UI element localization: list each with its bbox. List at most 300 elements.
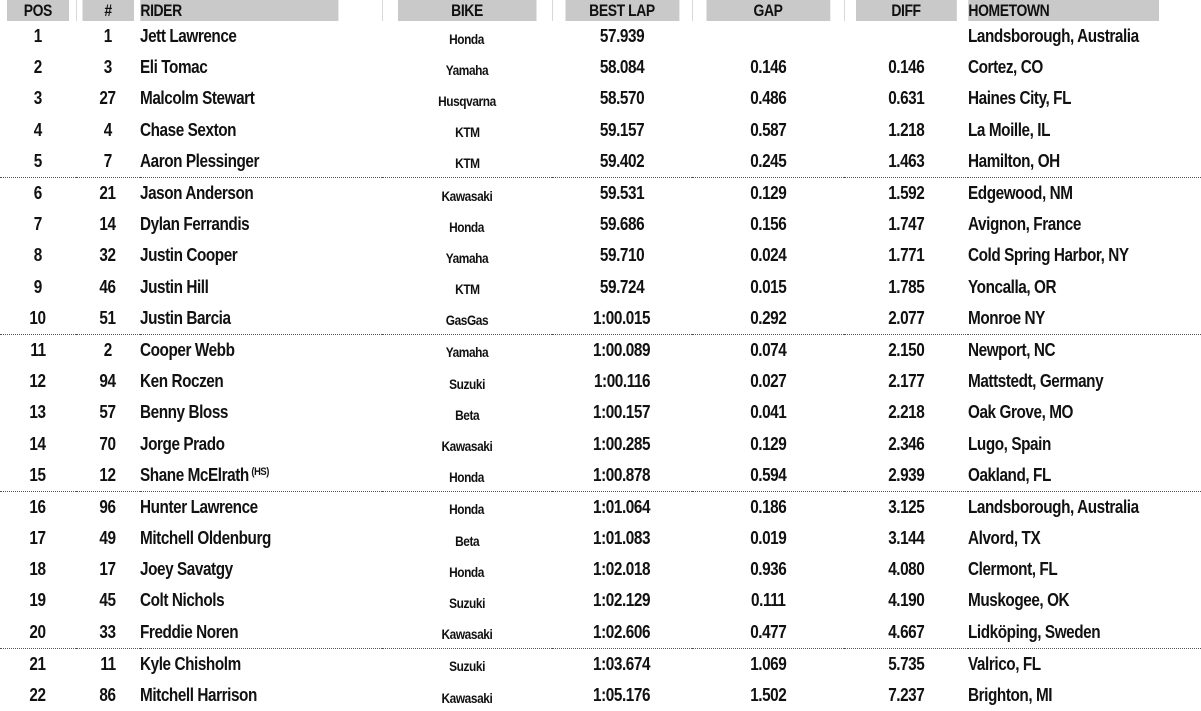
bike-number-cell-text: 17 [99, 559, 117, 580]
diff-cell [844, 680, 968, 711]
hometown-cell [968, 585, 1201, 616]
diff-cell-text: 2.939 [887, 464, 925, 485]
bike-number-cell-text: 45 [99, 590, 117, 611]
rider-name-cell-text: Chase Sexton [140, 119, 237, 140]
diff-cell [844, 491, 968, 523]
best-lap-cell-text: 1:00.878 [593, 464, 651, 485]
hometown-cell-text: Lidköping, Sweden [968, 621, 1101, 642]
gap-cell-text: 0.587 [749, 119, 787, 140]
table-row [0, 523, 1201, 554]
position-cell-text: 14 [29, 433, 47, 454]
table-row [0, 460, 1201, 492]
hometown-cell-text: Monroe NY [968, 307, 1045, 328]
best-lap-cell [552, 491, 692, 523]
hometown-cell [968, 303, 1201, 335]
hometown-cell-text: Yoncalla, OR [968, 276, 1057, 297]
bike-brand-cell-text: Beta [454, 532, 480, 549]
diff-cell-text: 2.346 [887, 433, 925, 454]
diff-cell [844, 554, 968, 585]
position-cell [0, 585, 76, 616]
hometown-cell-text: Lugo, Spain [968, 433, 1051, 454]
bike-brand-cell-text: GasGas [445, 312, 489, 329]
header-gap: GAP [706, 0, 831, 21]
position-cell [0, 146, 76, 178]
rider-name-cell [140, 177, 382, 209]
bike-brand-cell [382, 648, 552, 680]
bike-number-cell [76, 303, 140, 335]
position-cell [0, 491, 76, 523]
bike-number-cell-text: 49 [99, 528, 117, 549]
hometown-cell-text: Cortez, CO [968, 57, 1043, 78]
table-row [0, 428, 1201, 459]
hometown-cell [968, 52, 1201, 83]
bike-brand-cell [382, 21, 552, 52]
hometown-cell-text: Brighton, MI [968, 685, 1053, 706]
bike-number-cell [76, 460, 140, 492]
position-cell-text: 2 [33, 57, 43, 78]
gap-cell [692, 428, 844, 459]
bike-brand-cell [382, 585, 552, 616]
best-lap-cell [552, 52, 692, 83]
bike-brand-cell-text: Yamaha [445, 344, 489, 361]
hometown-cell [968, 240, 1201, 271]
gap-cell-text: 0.111 [750, 590, 786, 611]
rider-name-cell-text: Aaron Plessinger [140, 150, 260, 171]
rider-name-cell [140, 397, 382, 428]
best-lap-cell [552, 240, 692, 271]
position-cell [0, 460, 76, 492]
diff-cell-text: 4.190 [887, 590, 925, 611]
rider-name-cell [140, 491, 382, 523]
best-lap-cell-text: 1:00.089 [593, 339, 651, 360]
bike-brand-cell-text: Honda [449, 563, 485, 580]
gap-cell-text: 0.594 [749, 464, 787, 485]
bike-brand-cell [382, 460, 552, 492]
diff-cell [844, 21, 968, 52]
diff-cell-text: 3.144 [887, 528, 925, 549]
rider-name-cell [140, 209, 382, 240]
hometown-cell [968, 366, 1201, 397]
best-lap-cell [552, 680, 692, 711]
diff-cell-text: 2.177 [887, 371, 925, 392]
bike-brand-cell [382, 523, 552, 554]
best-lap-cell-text: 1:00.015 [593, 307, 651, 328]
rider-name-cell [140, 648, 382, 680]
bike-number-cell [76, 146, 140, 178]
best-lap-cell [552, 272, 692, 303]
header-best-lap: BEST LAP [565, 0, 680, 21]
best-lap-cell [552, 366, 692, 397]
bike-brand-cell [382, 303, 552, 335]
table-row [0, 146, 1201, 178]
bike-brand-cell [382, 209, 552, 240]
position-cell-text: 21 [29, 653, 47, 674]
rider-name-cell [140, 21, 382, 52]
hometown-cell [968, 177, 1201, 209]
bike-number-cell [76, 428, 140, 459]
gap-cell-text: 0.027 [749, 371, 787, 392]
diff-cell [844, 397, 968, 428]
diff-cell [844, 240, 968, 271]
gap-cell [692, 680, 844, 711]
table-row [0, 240, 1201, 271]
rider-name-cell [140, 115, 382, 146]
best-lap-cell [552, 523, 692, 554]
position-cell-text: 11 [30, 339, 46, 360]
bike-brand-cell-text: Suzuki [449, 658, 485, 675]
bike-number-cell [76, 491, 140, 523]
bike-number-cell [76, 617, 140, 649]
bike-brand-cell-text: Honda [449, 469, 485, 486]
bike-number-cell [76, 680, 140, 711]
diff-cell-text: 1.785 [887, 276, 925, 297]
position-cell-text: 6 [33, 183, 43, 204]
table-row [0, 554, 1201, 585]
header-rider: RIDER [140, 0, 338, 21]
position-cell [0, 648, 76, 680]
table-row [0, 52, 1201, 83]
bike-brand-cell [382, 397, 552, 428]
best-lap-cell-text: 59.531 [599, 183, 645, 204]
bike-number-cell [76, 115, 140, 146]
gap-cell [692, 177, 844, 209]
hometown-cell-text: Cold Spring Harbor, NY [968, 245, 1129, 266]
rider-name-cell-text: Freddie Noren [140, 621, 239, 642]
position-cell-text: 13 [29, 402, 47, 423]
best-lap-cell [552, 648, 692, 680]
bike-number-cell-text: 27 [99, 88, 117, 109]
bike-number-cell [76, 240, 140, 271]
rider-name-cell-text: Cooper Webb [140, 339, 235, 360]
gap-cell [692, 397, 844, 428]
gap-cell [692, 523, 844, 554]
position-cell-text: 8 [33, 245, 43, 266]
gap-cell [692, 554, 844, 585]
diff-cell [844, 272, 968, 303]
bike-number-cell-text: 11 [100, 653, 116, 674]
table-row [0, 115, 1201, 146]
best-lap-cell-text: 59.686 [599, 214, 645, 235]
diff-cell [844, 177, 968, 209]
diff-cell-text: 1.747 [887, 214, 925, 235]
gap-cell [692, 209, 844, 240]
table-row [0, 491, 1201, 523]
hometown-cell-text: Clermont, FL [968, 559, 1058, 580]
bike-brand-cell [382, 272, 552, 303]
diff-cell [844, 648, 968, 680]
gap-cell [692, 303, 844, 335]
gap-cell-text: 0.019 [749, 528, 787, 549]
diff-cell-text: 7.237 [887, 685, 925, 706]
gap-cell-text: 0.129 [749, 183, 787, 204]
position-cell [0, 523, 76, 554]
gap-cell-text: 0.186 [749, 496, 787, 517]
gap-cell [692, 460, 844, 492]
rider-name-cell-text: Hunter Lawrence [140, 496, 258, 517]
hometown-cell [968, 83, 1201, 114]
position-cell-text: 7 [33, 214, 43, 235]
position-cell [0, 680, 76, 711]
gap-cell [692, 272, 844, 303]
gap-cell [692, 648, 844, 680]
bike-number-cell-text: 57 [99, 402, 117, 423]
rider-name-cell-text: Eli Tomac [140, 57, 208, 78]
position-cell-text: 19 [29, 590, 47, 611]
gap-cell [692, 366, 844, 397]
hometown-cell-text: Haines City, FL [968, 88, 1072, 109]
bike-number-cell [76, 52, 140, 83]
rider-name-cell [140, 680, 382, 711]
best-lap-cell-text: 1:00.285 [593, 433, 651, 454]
diff-cell-text: 2.077 [887, 307, 925, 328]
position-cell [0, 240, 76, 271]
bike-number-cell-text: 70 [99, 433, 117, 454]
best-lap-cell [552, 303, 692, 335]
header-bike: BIKE [397, 0, 536, 21]
hometown-cell [968, 491, 1201, 523]
diff-cell [844, 303, 968, 335]
hometown-cell [968, 554, 1201, 585]
gap-cell [692, 334, 844, 366]
position-cell [0, 397, 76, 428]
bike-number-cell [76, 554, 140, 585]
bike-number-cell [76, 397, 140, 428]
table-row [0, 272, 1201, 303]
bike-number-cell [76, 366, 140, 397]
hometown-cell [968, 146, 1201, 178]
rider-name-cell-text: Ken Roczen [140, 371, 224, 392]
best-lap-cell-text: 59.724 [599, 276, 645, 297]
position-cell [0, 428, 76, 459]
gap-cell-text: 0.245 [749, 150, 787, 171]
position-cell [0, 21, 76, 52]
diff-cell-text: 4.667 [887, 621, 925, 642]
bike-number-cell [76, 272, 140, 303]
bike-number-cell [76, 648, 140, 680]
hometown-cell [968, 428, 1201, 459]
hometown-cell-text: Landsborough, Australia [968, 496, 1139, 517]
best-lap-cell-text: 58.084 [599, 57, 645, 78]
position-cell [0, 83, 76, 114]
bike-brand-cell-text: Honda [449, 501, 485, 518]
bike-number-cell-text: 33 [99, 621, 117, 642]
hometown-cell-text: La Moille, IL [968, 119, 1051, 140]
gap-cell-text: 0.024 [749, 245, 787, 266]
gap-cell-text: 0.477 [749, 621, 787, 642]
diff-cell-text: 1.463 [887, 150, 925, 171]
best-lap-cell [552, 397, 692, 428]
rider-name-cell [140, 554, 382, 585]
gap-cell-text: 0.292 [749, 307, 787, 328]
position-cell-text: 10 [29, 307, 47, 328]
bike-number-cell-text: 1 [103, 26, 113, 47]
position-cell-text: 9 [33, 276, 43, 297]
hometown-cell-text: Oakland, FL [968, 464, 1051, 485]
diff-cell [844, 146, 968, 178]
gap-cell-text: 0.129 [749, 433, 787, 454]
bike-brand-cell-text: Kawasaki [441, 689, 493, 706]
rider-name-cell [140, 617, 382, 649]
position-cell-text: 16 [29, 496, 47, 517]
best-lap-cell [552, 209, 692, 240]
bike-number-cell-text: 14 [99, 214, 117, 235]
diff-cell [844, 115, 968, 146]
bike-brand-cell [382, 334, 552, 366]
position-cell-text: 12 [29, 371, 47, 392]
best-lap-cell [552, 460, 692, 492]
bike-brand-cell-text: Kawasaki [441, 626, 493, 643]
bike-brand-cell-text: Yamaha [445, 61, 489, 78]
gap-cell [692, 21, 844, 52]
bike-brand-cell [382, 115, 552, 146]
best-lap-cell [552, 146, 692, 178]
header-row [0, 0, 1201, 21]
best-lap-cell-text: 1:02.018 [593, 559, 651, 580]
rider-name-cell [140, 334, 382, 366]
header-hometown: HOMETOWN [968, 0, 1159, 21]
bike-number-cell-text: 96 [99, 496, 117, 517]
hometown-cell [968, 680, 1201, 711]
position-cell [0, 617, 76, 649]
diff-cell-text: 0.631 [887, 88, 925, 109]
rider-name-cell-text: Malcolm Stewart [140, 88, 255, 109]
bike-number-cell-text: 7 [103, 150, 113, 171]
diff-cell [844, 523, 968, 554]
best-lap-cell [552, 177, 692, 209]
bike-number-cell-text: 12 [99, 464, 117, 485]
bike-brand-cell-text: Suzuki [449, 375, 485, 392]
diff-cell-text: 0.146 [887, 57, 925, 78]
best-lap-cell [552, 585, 692, 616]
diff-cell [844, 52, 968, 83]
rider-name-cell [140, 303, 382, 335]
diff-cell-text: 2.218 [887, 402, 925, 423]
bike-number-cell [76, 585, 140, 616]
rider-name-cell-text: Jason Anderson [140, 183, 254, 204]
best-lap-cell [552, 21, 692, 52]
diff-cell [844, 617, 968, 649]
gap-cell [692, 115, 844, 146]
bike-brand-cell-text: KTM [454, 155, 480, 172]
gap-cell-text: 0.486 [749, 88, 787, 109]
bike-brand-cell [382, 617, 552, 649]
table-row [0, 334, 1201, 366]
hometown-cell [968, 21, 1201, 52]
hometown-cell [968, 523, 1201, 554]
bike-number-cell-text: 21 [99, 183, 117, 204]
position-cell [0, 554, 76, 585]
bike-brand-cell [382, 680, 552, 711]
position-cell [0, 52, 76, 83]
rider-name-cell-text: Jett Lawrence [140, 26, 237, 47]
bike-number-cell [76, 83, 140, 114]
gap-cell [692, 617, 844, 649]
position-cell-text: 17 [29, 528, 47, 549]
bike-number-cell [76, 21, 140, 52]
bike-number-cell [76, 523, 140, 554]
table-row [0, 209, 1201, 240]
bike-brand-cell-text: KTM [454, 124, 480, 141]
bike-number-cell [76, 209, 140, 240]
hometown-cell-text: Valrico, FL [968, 653, 1041, 674]
bike-brand-cell-text: Beta [454, 406, 480, 423]
best-lap-cell [552, 83, 692, 114]
position-cell [0, 209, 76, 240]
position-cell-text: 3 [33, 88, 43, 109]
position-cell-text: 4 [33, 119, 43, 140]
hometown-cell-text: Mattstedt, Germany [968, 371, 1104, 392]
bike-number-cell-text: 46 [99, 276, 117, 297]
bike-number-cell-text: 94 [99, 371, 117, 392]
gap-cell-text: 0.936 [749, 559, 787, 580]
bike-number-cell-text: 4 [103, 119, 113, 140]
gap-cell-text: 1.069 [749, 653, 787, 674]
table-row [0, 21, 1201, 52]
table-row [0, 177, 1201, 209]
bike-brand-cell-text: Suzuki [449, 594, 485, 611]
gap-cell-text: 0.146 [749, 57, 787, 78]
diff-cell-text: 4.080 [887, 559, 925, 580]
diff-cell [844, 585, 968, 616]
bike-brand-cell [382, 366, 552, 397]
rider-name-cell-text: Jorge Prado [140, 433, 225, 454]
rider-name-cell [140, 272, 382, 303]
best-lap-cell-text: 58.570 [599, 88, 645, 109]
rider-name-cell [140, 428, 382, 459]
position-cell-text: 5 [33, 150, 43, 171]
gap-cell-text: 0.156 [749, 214, 787, 235]
best-lap-cell [552, 554, 692, 585]
best-lap-cell-text: 1:03.674 [593, 653, 651, 674]
best-lap-cell-text: 1:02.129 [593, 590, 651, 611]
rider-name-cell [140, 585, 382, 616]
rider-name-cell-text: Justin Cooper [140, 245, 238, 266]
diff-cell [844, 334, 968, 366]
best-lap-cell-text: 1:01.083 [593, 528, 651, 549]
hometown-cell-text: Avignon, France [968, 214, 1081, 235]
best-lap-cell-text: 1:00.157 [593, 402, 651, 423]
diff-cell-text: 1.771 [887, 245, 925, 266]
position-cell-text: 18 [29, 559, 47, 580]
position-cell [0, 366, 76, 397]
hometown-cell-text: Alvord, TX [968, 528, 1041, 549]
table-row [0, 366, 1201, 397]
rider-name-cell [140, 83, 382, 114]
diff-cell-text: 5.735 [887, 653, 925, 674]
rider-name-cell-text: Shane McElrath $^{(HS)}$ [140, 464, 269, 485]
hometown-cell-text: Oak Grove, MO [968, 402, 1074, 423]
bike-number-cell-text: 86 [99, 685, 117, 706]
best-lap-cell-text: 1:02.606 [593, 621, 651, 642]
position-cell [0, 303, 76, 335]
rider-name-cell-text: Justin Barcia [140, 307, 231, 328]
bike-brand-cell [382, 52, 552, 83]
bike-number-cell-text: 32 [99, 245, 117, 266]
hometown-cell-text: Landsborough, Australia [968, 26, 1139, 47]
diff-cell-text: 1.592 [887, 183, 925, 204]
bike-brand-cell-text: Kawasaki [441, 187, 493, 204]
best-lap-cell-text: 57.939 [599, 26, 645, 47]
best-lap-cell [552, 428, 692, 459]
bike-number-cell [76, 177, 140, 209]
table-row [0, 680, 1201, 711]
rider-name-cell [140, 52, 382, 83]
hometown-cell [968, 617, 1201, 649]
table-row [0, 617, 1201, 649]
hometown-cell [968, 272, 1201, 303]
bike-brand-cell-text: KTM [454, 281, 480, 298]
position-cell [0, 272, 76, 303]
